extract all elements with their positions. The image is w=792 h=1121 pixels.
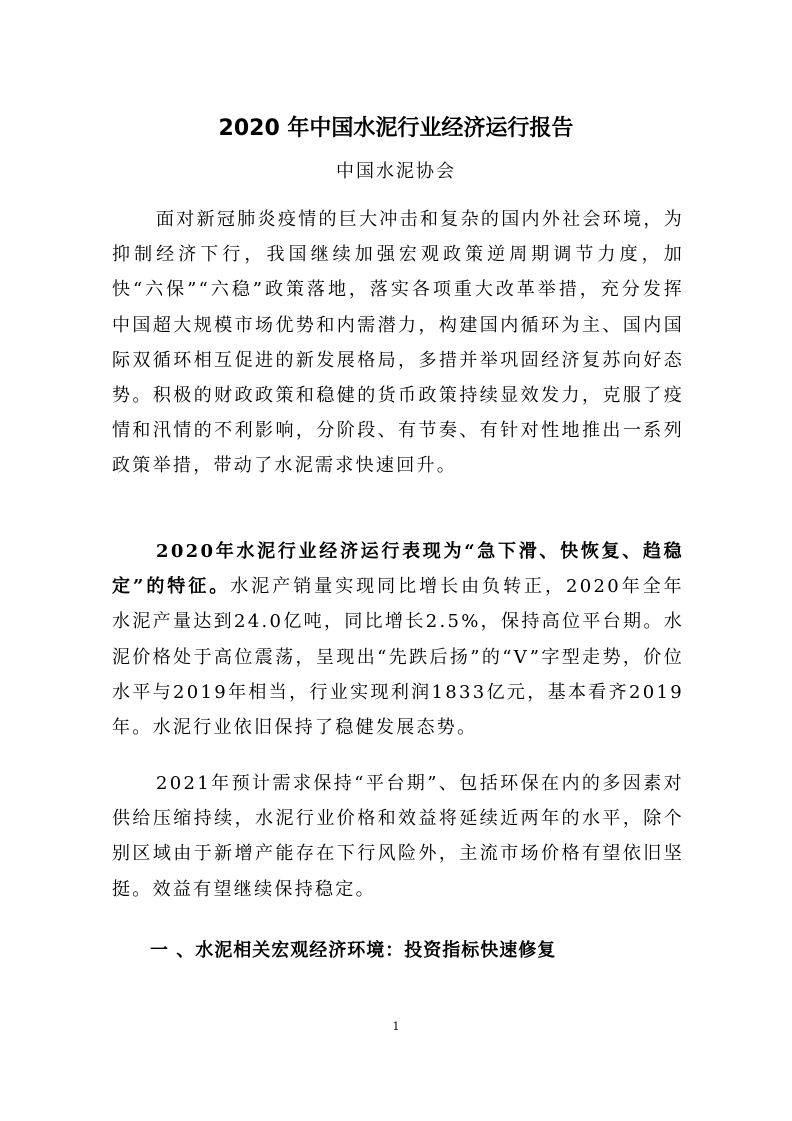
paragraph-3: 2021年预计需求保持“平台期”、包括环保在内的多因素对供给压缩持续，水泥行业价格和效益将延续近两年的水平，除个别区域由于新增产能存在下行风险外，主流市场价格有望依旧坚挺。效益有望继续保持稳定。 [112, 773, 684, 900]
paragraph-2-body: 水泥产销量实现同比增长由负转正，2020年全年水泥产量达到24.0亿吨，同比增长2.5%，保持高位平台期。水泥价格处于高位震荡，呈现出“先跌后扬”的“V”字型走势，价位水平与2019年相当，行业实现利润1833亿元，基本看齐2019年。水泥行业依旧保持了稳健发展态势。 [112, 576, 684, 739]
paragraph-1: 面对新冠肺炎疫情的巨大冲击和复杂的国内外社会环境，为抑制经济下行，我国继续加强宏观政策逆周期调节力度，加快“六保”“六稳”政策落地，落实各项重大改革举措，充分发挥中国超大规模市场优势和内需潜力，构建国内循环为主、国内国际双循环相互促进的新发展格局，多措并举巩固经济复苏向好态势。积极的财政政策和稳健的货币政策持续显效发力，克服了疫情和汛情的不利影响，分阶段、有节奏、有针对性地推出一系列政策举措，带动了水泥需求快速回升。 [112, 209, 684, 477]
document-title: 2020 年中国水泥行业经济运行报告 [218, 116, 574, 141]
paragraph-2-bold-lead: 2020年水泥行业经济运行表现为“急下滑、快恢复、趋稳定”的特征。 [112, 541, 684, 598]
section-heading: 一 、水泥相关宏观经济环境：投资指标快速修复 [150, 940, 557, 961]
paragraph-2 [112, 534, 684, 745]
document-author: 中国水泥协会 [336, 161, 456, 182]
page-number: 1 [392, 1020, 400, 1033]
